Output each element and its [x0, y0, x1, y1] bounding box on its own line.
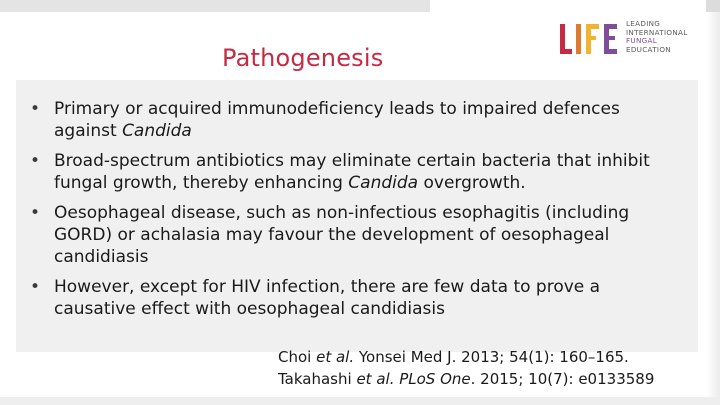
logo-line-international: INTERNATIONAL	[626, 27, 688, 37]
top-left-decoration	[0, 0, 430, 12]
text-run: Primary or acquired immunodeficiency leads to impaired defences against	[54, 99, 620, 141]
bottom-edge-decoration	[0, 397, 720, 405]
references	[278, 346, 654, 390]
reference-line	[278, 368, 654, 390]
logo-text	[626, 20, 688, 54]
life-logo	[560, 18, 710, 66]
slide-title: Pathogenesis	[222, 44, 384, 72]
italic-text: Candida	[122, 121, 192, 141]
text-run: Yonsei Med J. 2013; 54(1): 160–165.	[354, 348, 629, 366]
bullet-item	[54, 276, 674, 320]
bullet-item	[54, 98, 674, 142]
text-run: However, except for HIV infection, there are few data to prove a causative effect with oesophageal candidiasis	[54, 277, 601, 319]
logo-line-fungal: FUNGAL	[626, 36, 658, 46]
text-run: overgrowth.	[418, 173, 526, 193]
italic-text: Candida	[348, 173, 419, 193]
text-run: Broad-spectrum antibiotics may eliminate certain bacteria that inhibit fungal growth, thereby enhancing	[54, 151, 650, 193]
bullet-list	[54, 98, 674, 328]
text-run: Oesophageal disease, such as non-infectious esophagitis (including GORD) or achalasia may favour the development of oesophageal candidiasis	[54, 203, 630, 267]
logo-line-education: EDUCATION	[626, 44, 671, 54]
top-right-decoration	[706, 0, 720, 12]
italic-text: et al. PLoS One	[356, 370, 471, 388]
text-run: . 2015; 10(7): e0133589	[470, 370, 655, 388]
text-run: Takahashi	[278, 370, 357, 388]
right-edge-shadow	[706, 12, 720, 405]
text-run: Choi	[278, 348, 317, 366]
italic-text: et al.	[316, 348, 355, 366]
bullet-item	[54, 202, 674, 268]
reference-line	[278, 346, 654, 368]
bullet-item	[54, 150, 674, 194]
logo-line-leading: LEADING	[626, 19, 661, 28]
life-logo-mark-icon	[560, 22, 622, 56]
